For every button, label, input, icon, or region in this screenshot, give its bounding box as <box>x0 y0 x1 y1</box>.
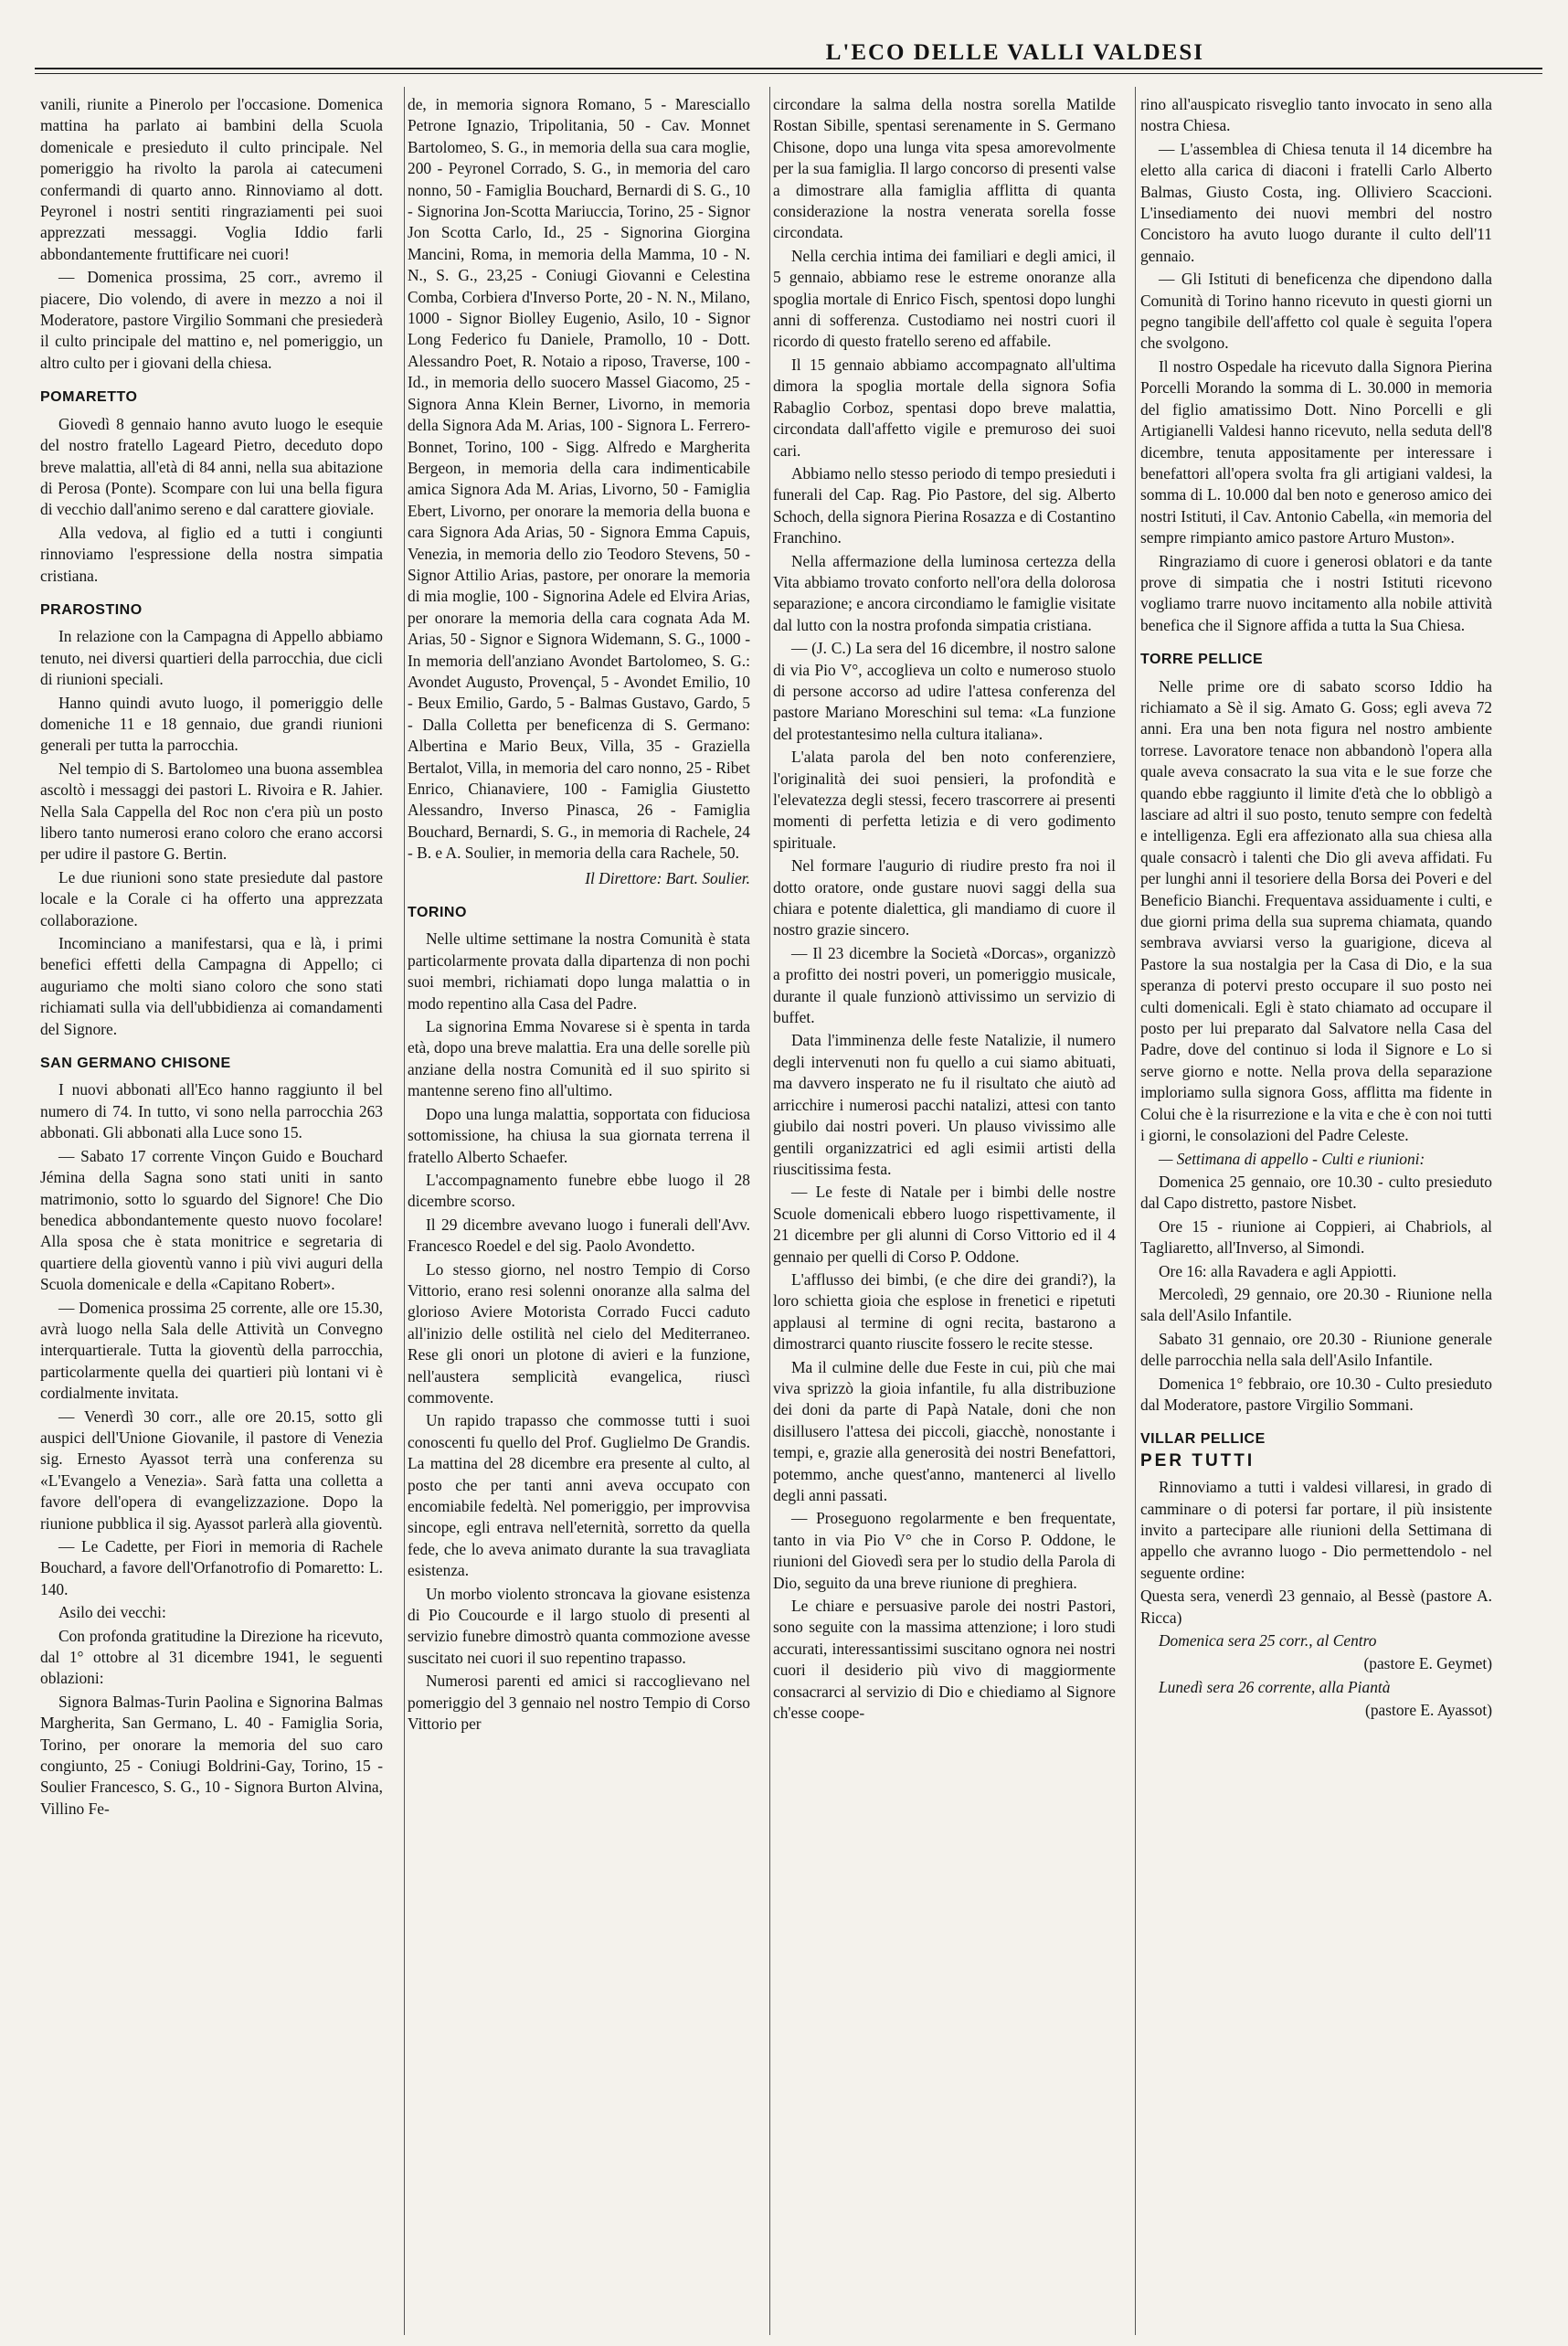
article-paragraph: Nel tempio di S. Bartolomeo una buona assemblea ascoltò i messaggi dei pastori L. Rivoira e R. Jahier. Nella Sala Cappella del Roc non c'era più un posto libero tanto numerosi erano coloro che erano accorsi per udire il pastore G. Bertin. <box>40 759 383 864</box>
article-paragraph: Nella affermazione della luminosa certezza della Vita abbiamo trovato conforto nell'ora della dolorosa separazione; e ancora circondiamo le famiglie visitate dal lutto con la nostra profonda simpatia cristiana. <box>773 551 1116 634</box>
schedule-item: Ore 15 - riunione ai Coppieri, ai Chabriols, al Tagliaretto, all'Inverso, al Simondi. <box>1140 1216 1492 1258</box>
article-paragraph: Dopo una lunga malattia, sopportata con fiduciosa sottomissione, ha chiusa la sua giornata terrena il fratello Alberto Schaefer. <box>408 1104 750 1166</box>
article-paragraph: I nuovi abbonati all'Eco hanno raggiunto il bel numero di 74. In tutto, vi sono nella parrocchia 263 abbonati. Gli abbonati alla Luce sono 15. <box>40 1080 383 1142</box>
section-heading-san-germano: SAN GERMANO CHISONE <box>40 1056 231 1072</box>
article-paragraph: — (J. C.) La sera del 16 dicembre, il nostro salone di via Pio V°, accoglieva un colto e numeroso stuolo di persone accorso ad udire l'attesa conferenza del pastore Mariano Moreschini sul tema: «La funzione del protestantesimo nella cultura italiana». <box>773 639 1116 743</box>
section-heading-torre-pellice: TORRE PELLICE <box>1140 652 1264 668</box>
header-rule-thin <box>35 73 1542 74</box>
article-paragraph: Lo stesso giorno, nel nostro Tempio di Corso Vittorio, erano resi solenni onoranze alla salma del glorioso Aviere Motorista Corrado Fucci caduto all'inizio delle ostilità nel cielo del Mediterraneo. Rese gli onori un plotone di avieri e la funzione, nell'austera semplicità evangelica, riuscì commovente. <box>408 1259 750 1407</box>
article-paragraph: La signorina Emma Novarese si è spenta in tarda età, dopo una breve malattia. Era una delle sorelle più anziane della nostra Comunità ed il suo spirito si mantenne sereno fino all'ultimo. <box>408 1017 750 1100</box>
article-paragraph: Abbiamo nello stesso periodo di tempo presieduti i funerali del Cap. Rag. Pio Pastore, del sig. Alberto Schoch, della signora Pierina Rosazza e di Costantino Franchino. <box>773 463 1116 547</box>
column-1 <box>40 94 383 2333</box>
article-paragraph: Il 29 dicembre avevano luogo i funerali dell'Avv. Francesco Roedel e del sig. Paolo Avondetto. <box>408 1215 750 1256</box>
page-title: L'ECO DELLE VALLI VALDESI <box>825 40 1204 65</box>
column-divider <box>769 87 770 2335</box>
article-paragraph: rino all'auspicato risveglio tanto invocato in seno alla nostra Chiesa. <box>1140 95 1492 135</box>
schedule-item: Domenica sera 25 corr., al Centro <box>1159 1631 1377 1651</box>
signature-line: Il Direttore: Bart. Soulier. <box>585 868 750 887</box>
schedule-item: (pastore E. Geymet) <box>1363 1654 1492 1673</box>
section-heading-pomaretto: POMARETTO <box>40 389 138 406</box>
schedule-item: Domenica 1° febbraio, ore 10.30 - Culto presieduto dal Moderatore, pastore Virgilio Sommani. <box>1140 1374 1492 1414</box>
article-paragraph: Giovedì 8 gennaio hanno avuto luogo le esequie del nostro fratello Lageard Pietro, deceduto dopo breve malattia, all'età di 84 anni, nella sua abitazione di Perosa (Ponte). Scompare con lui una bella figura di vecchio dall'animo sereno e dal carattere gioviale. <box>40 414 383 519</box>
article-paragraph: Rinnoviamo a tutti i valdesi villaresi, in grado di camminare o di potersi far portare, il più insistente invito a partecipare alle riunioni della Settimana di appello che avranno luogo - Dio permettendolo - nel seguente ordine: <box>1140 1478 1492 1582</box>
masthead <box>35 40 1542 77</box>
article-paragraph: Asilo dei vecchi: <box>58 1603 166 1622</box>
article-paragraph: Data l'imminenza delle feste Natalizie, il numero degli intervenuti non fu quello a cui siamo abituati, ma davvero insperato ne fu il risultato che aiutò ad arricchire i numerosi pacchi natalizi, attesi con tanto giubilo dai nostri poveri. Un plauso vivissimo alle gentili organizzatrici ed agli esimii artisti della riuscitissima festa. <box>773 1031 1116 1178</box>
article-paragraph: — Domenica prossima, 25 corr., avremo il piacere, Dio volendo, di avere in mezzo a noi il Moderatore, pastore Virgilio Sommani che presiederà il culto principale del mattino e, nel pomeriggio, un altro culto per i giovani della chiesa. <box>40 268 383 372</box>
schedule-item: Sabato 31 gennaio, ore 20.30 - Riunione generale delle parrocchia nella sala dell'Asilo Infantile. <box>1140 1329 1492 1370</box>
header-rule <box>35 68 1542 69</box>
article-paragraph: Hanno quindi avuto luogo, il pomeriggio delle domeniche 11 e 18 gennaio, due grandi riunioni generali per tutta la parrocchia. <box>40 693 383 755</box>
article-paragraph: — Domenica prossima 25 corrente, alle ore 15.30, avrà luogo nella Sala delle Attività un Convegno interquartierale. Tutta la gioventù della parrocchia, particolarmente quella dei quartieri più lontani vi è cordialmente invitata. <box>40 1298 383 1403</box>
section-subheading-per-tutti: PER TUTTI <box>1140 1450 1255 1470</box>
section-heading-prarostino: PRAROSTINO <box>40 601 143 618</box>
article-paragraph: — Gli Istituti di beneficenza che dipendono dalla Comunità di Torino hanno ricevuto in questi giorni un pegno tangibile dell'affetto col quale è seguita l'opera che svolgono. <box>1140 270 1492 353</box>
column-3 <box>773 94 1116 2333</box>
article-paragraph: Le due riunioni sono state presiedute dal pastore locale e la Corale ci ha offerto una apprezzata collaborazione. <box>40 867 383 929</box>
column-divider <box>1135 87 1136 2335</box>
article-paragraph: L'alata parola del ben noto conferenziere, l'originalità dei suoi pensieri, la profondità e l'elevatezza degli stessi, fecero trascorrere ai presenti momenti di perfetta letizia e di vero godimento spirituale. <box>773 748 1116 852</box>
article-paragraph: Le chiare e persuasive parole dei nostri Pastori, sono seguite con la massima attenzione; i loro studi accurati, interessantissimi suscitano ognora nei nostri cuori il desiderio più vivo di maggiormente consacrarci al servizio di Dio e chiediamo al Signore ch'esse coope- <box>773 1597 1116 1723</box>
article-paragraph: — Venerdì 30 corr., alle ore 20.15, sotto gli auspici dell'Unione Giovanile, il pastore di Venezia sig. Ernesto Ayassot terrà una conferenza su «L'Evangelo a Venezia». Sarà fatta una colletta a favore dell'opera di evangelizzazione. Dopo la riunione pubblica il sig. Ayassot parlerà alla gioventù. <box>40 1407 383 1533</box>
article-paragraph: — Sabato 17 corrente Vinçon Guido e Bouchard Jémina della Sagna sono stati uniti in santo matrimonio, sotto lo sguardo del Signore! Che Dio benedica abbondantemente questo nuovo focolare! Alla sposa che è stata monitrice e segretaria di quartiere della gioventù vanno i più vivi auguri della Scuola domenicale e della «Capitano Robert». <box>40 1146 383 1294</box>
schedule-item: (pastore E. Ayassot) <box>1365 1701 1492 1720</box>
article-paragraph: Nelle ultime settimane la nostra Comunità è stata particolarmente provata dalla dipartenza di non pochi suoi membri, richiamati dopo lunga malattia o in modo repentino alla Casa del Padre. <box>408 929 750 1013</box>
article-paragraph: Un rapido trapasso che commosse tutti i suoi conoscenti fu quello del Prof. Guglielmo De Grandis. La mattina del 28 dicembre era presente al culto, al posto che per tanti anni aveva occupato con encomiabile fedeltà. Nel pomeriggio, per improvvisa sincope, egli entrava nell'eternità, sorretto da quella fede, che lo aveva animato durante la sua travagliata esistenza. <box>408 1411 750 1580</box>
article-paragraph: Ringraziamo di cuore i generosi oblatori e da tante prove di simpatia che i nostri Istituti ricevono vogliamo trarre nuovo incitamento alla nobile attività benefica che il Signore affida a tutta la Sua Chiesa. <box>1140 551 1492 634</box>
article-paragraph: Nella cerchia intima dei familiari e degli amici, il 5 gennaio, abbiamo rese le estreme onoranze alla spoglia mortale di Enrico Fisch, spentosi dopo lunghi anni di sofferenza. Custodiamo nei nostri cuori il ricordo di questo fratello sereno ed affabile. <box>773 246 1116 351</box>
article-paragraph: Il 15 gennaio abbiamo accompagnato all'ultima dimora la spoglia mortale della signora Sofia Rabaglio Corboz, spentasi dopo breve malattia, circondata dall'affetto vigile e premuroso dei suoi cari. <box>773 355 1116 460</box>
article-paragraph: de, in memoria signora Romano, 5 - Maresciallo Petrone Ignazio, Tripolitania, 50 - Cav. Monnet Bartolomeo, S. G., in memoria della sua cara moglie, 200 - Peyronel Corrado, S. G., in memoria del caro nonno, 50 - Famiglia Bouchard, Bernardi di S. G., 10 - Signorina Jon-Scotta Mariuccia, Torino, 25 - Signor Jon Scotta Carlo, Id., 25 - Signorina Giorgina Mancini, Roma, in memoria della Mamma, 10 - N. N., S. G., 23,25 - Coniugi Giovanni e Celestina Comba, Corbiera d'Inverso Porte, 20 - N. N., Milano, 1000 - Signor Biolley Eugenio, Asilo, 10 - Signor Long Federico fu Daniele, Pramollo, 10 - Dott. Alessandro Poet, R. Notaio a riposo, Traverse, 100 - Id., in memoria dello suocero Massel Giacomo, 25 - Signora Anna Klein Berner, Livorno, in memoria della Signora Ada M. Arias, 100 - Signora L. Ferrero-Bonnet, Torino, 100 - Sigg. Alfredo e Margherita Bergeon, in memoria della cara indimenticabile amica Signora Ada M. Arias, Livorno, 50 - Famiglia Ebert, Livorno, per onorare la memoria della buona e cara Signora Ada Arias, 50 - Signora Emma Capuis, Venezia, in memoria dello zio Teodoro Stevens, 50 - Signor Attilio Arias, pastore, per onorare la memoria di mia moglie, 100 - Signorina Adele ed Elvira Arias, per onorare la memoria della cara cognata Ada M. Arias, 50 - Signor e Signora Widemann, S. G., 1000 - In memoria dell'anziano Avondet Bartolomeo, S. G.: Avondet Augusto, Provençal, 5 - Avondet Emilio, 10 - Beux Emilio, Gardo, 5 - Balmas Gustavo, Gardo, 5 - Dalla Colletta per beneficenza di S. Germano: Albertina e Mario Beux, Villa, 35 - Graziella Bertalot, Villa, in memoria del caro nonno, 25 - Ribet Enrico, Chianaviere, 100 - Famiglia Giustetto Alessandro, Inverso Pinasca, 26 - Famiglia Bouchard, Bernardi, S. G., in memoria di Rachele, 24 - B. e A. Soulier, in memoria della cara Rachele, 50. <box>408 95 750 863</box>
article-paragraph: Nel formare l'augurio di riudire presto fra noi il dotto oratore, onde gustare nuovi saggi della sua chiara e potente dialettica, gli mandiamo di cuore il nostro grazie sincero. <box>773 856 1116 939</box>
schedule-item: Lunedì sera 26 corrente, alla Piantà <box>1159 1677 1391 1696</box>
article-paragraph: — Proseguono regolarmente e ben frequentate, tanto in via Pio V° che in Corso P. Oddone, le riunioni del Giovedì sera per lo studio della Parola di Dio, seguito da una breve riunione di preghiera. <box>773 1509 1116 1592</box>
article-paragraph: vanili, riunite a Pinerolo per l'occasione. Domenica mattina ha parlato ai bambini della Scuola domenicale e presieduto il culto principale. Nel pomeriggio ha rivolto la parola ai catecumeni confermandi di quarto anno. Rinnoviamo al dott. Peyronel i nostri sentiti ringraziamenti pei suoi apprezzati messaggi. Voglia Iddio farli abbondantemente fruttificare nei cuori! <box>40 95 383 263</box>
article-paragraph: Con profonda gratitudine la Direzione ha ricevuto, dal 1° ottobre al 31 dicembre 1941, le seguenti oblazioni: <box>40 1626 383 1688</box>
section-heading-torino: TORINO <box>408 905 467 921</box>
article-paragraph: — Le Cadette, per Fiori in memoria di Rachele Bouchard, a favore dell'Orfanotrofio di Pomaretto: L. 140. <box>40 1537 383 1598</box>
article-paragraph: — Settimana di appello - Culti e riunioni: <box>1159 1149 1425 1168</box>
schedule-item: Ore 16: alla Ravadera e agli Appiotti. <box>1159 1261 1397 1280</box>
article-paragraph: In relazione con la Campagna di Appello abbiamo tenuto, nei diversi quartieri della parrocchia, due cicli di riunioni speciali. <box>40 627 383 689</box>
article-paragraph: Incominciano a manifestarsi, qua e là, i primi benefici effetti della Campagna di Appello; ci auguriamo che molti siano coloro che sono stati richiamati sulla via dell'ubbidienza ai comandamenti del Signore. <box>40 934 383 1038</box>
schedule-item: Domenica 25 gennaio, ore 10.30 - culto presieduto dal Capo distretto, pastore Nisbet. <box>1140 1172 1492 1213</box>
article-paragraph: L'accompagnamento funebre ebbe luogo il 28 dicembre scorso. <box>408 1170 750 1211</box>
article-paragraph: Nelle prime ore di sabato scorso Iddio ha richiamato a Sè il sig. Amato G. Goss; egli aveva 72 anni. Era una ben nota figura nel nostro ambiente torrese. Lavoratore tenace non abbandonò l'opera alla quale aveva consacrato la sua vita e le sue forze che quando ebbe raggiunto il limite d'età che lo obbligò a lasciare ad altri il suo posto, tenuto sempre con fedeltà e intelligenza. Egli era affezionato alla sua chiesa alla quale consacrò i talenti che Dio gli aveva affidati. Fu per lunghi anni il tesoriere della Borsa dei Poveri e del Beneficio Bianchi. Frequentava assiduamente i culti, e due giorni prima della sua suprema chiamata, quando sembrava avviarsi verso la guarigione, diceva al Pastore la sua nostalgia per la Casa di Dio, e la sua speranza di potervi presto occupare il suo posto nei culti domenicali. Egli è stato chiamato ad occupare il posto per lui preparato dal Salvatore nella Casa del Padre, dove del continuo si loda il Signore e Lo si serve giorno e notte. Nella prova della separazione imploriamo sulla signora Goss, afflitta ma fidente in Colui che è la risurrezione e la vita e che è con noi tutti i giorni, le consolazioni del Padre Celeste. <box>1140 676 1492 1145</box>
article-paragraph: Ma il culmine delle due Feste in cui, più che mai viva sprizzò la gioia infantile, fu alla distribuzione dei doni da parte di Papà Natale, doni che non disillusero l'attesa dei piccoli, giacchè, nonostante i tempi, e, grazie alla generosità dei nostri Benefattori, potemmo, anche quest'anno, mantenerci al livello degli anni passati. <box>773 1357 1116 1504</box>
column-4 <box>1140 94 1492 2333</box>
schedule-item: Questa sera, venerdì 23 gennaio, al Bessè (pastore A. Ricca) <box>1140 1587 1492 1627</box>
column-divider <box>404 87 405 2335</box>
article-paragraph: L'afflusso dei bimbi, (e che dire dei grandi?), la loro schietta gioia che esplose in frenetici e ripetuti applausi al termine di ogni recita, bastarono a dimostrarci quanto riuscite fossero le recite stesse. <box>773 1269 1116 1353</box>
article-paragraph: Un morbo violento stroncava la giovane esistenza di Pio Coucourde e il largo stuolo di presenti al servizio funebre dimostrò quanta commozione avesse suscitato nei cuori il suo repentino trapasso. <box>408 1584 750 1667</box>
article-paragraph: Alla vedova, al figlio ed a tutti i congiunti rinnoviamo l'espressione della nostra simpatia cristiana. <box>40 523 383 585</box>
article-paragraph: Signora Balmas-Turin Paolina e Signorina Balmas Margherita, San Germano, L. 40 - Famiglia Soria, Torino, per onorare la memoria del suo caro congiunto, 25 - Coniugi Boldrini-Gay, Torino, 15 - Soulier Francesco, S. G., 10 - Signora Burton Alvina, Villino Fe- <box>40 1692 383 1818</box>
article-paragraph: Numerosi parenti ed amici si raccoglievano nel pomeriggio del 3 gennaio nel nostro Tempio di Corso Vittorio per <box>408 1672 750 1734</box>
article-paragraph: — Le feste di Natale per i bimbi delle nostre Scuole domenicali ebbero luogo rispettivamente, il 21 dicembre per gli alunni di Corso Vittorio ed il 4 gennaio per quelli di Corso P. Oddone. <box>773 1183 1116 1266</box>
article-paragraph: Il nostro Ospedale ha ricevuto dalla Signora Pierina Porcelli Morando la somma di L. 30.000 in memoria del figlio amatissimo Dott. Nino Porcelli e gli Artigianelli Valdesi hanno ricevuto, nella seduta dell'8 dicembre, tenuta appositamente per interessare i benefattori all'opera svolta fra gli artigiani valdesi, la somma di L. 10.000 dal ben noto e generoso amico dei nostri Istituti, il Cav. Antonio Cabella, «in memoria del sempre rimpianto amico pastore Arturo Muston». <box>1140 356 1492 547</box>
article-paragraph: circondare la salma della nostra sorella Matilde Rostan Sibille, spentasi serenamente in S. Germano Chisone, dopo una lunga vita spesa amorevolmente per la sua famiglia. Il largo concorso di presenti valse a dimostrare alla famiglia afflitta di quanta considerazione la nostra venerata sorella fosse circondata. <box>773 95 1116 242</box>
schedule-item: Mercoledì, 29 gennaio, ore 20.30 - Riunione nella sala dell'Asilo Infantile. <box>1140 1284 1492 1325</box>
article-paragraph: — L'assemblea di Chiesa tenuta il 14 dicembre ha eletto alla carica di diaconi i fratelli Carlo Alberto Balmas, Giusto Costa, ing. Olliviero Scaccioni. L'insediamento dei nuovi membri del nostro Concistoro ha avuto luogo durante il culto dell'11 gennaio. <box>1140 139 1492 265</box>
section-heading-villar-pellice: VILLAR PELLICE <box>1140 1431 1266 1448</box>
article-paragraph: — Il 23 dicembre la Società «Dorcas», organizzò a profitto dei nostri poveri, un pomeriggio musicale, durante il quale funzionò attivissimo un servizio di buffet. <box>773 943 1116 1027</box>
column-2 <box>408 94 750 2333</box>
